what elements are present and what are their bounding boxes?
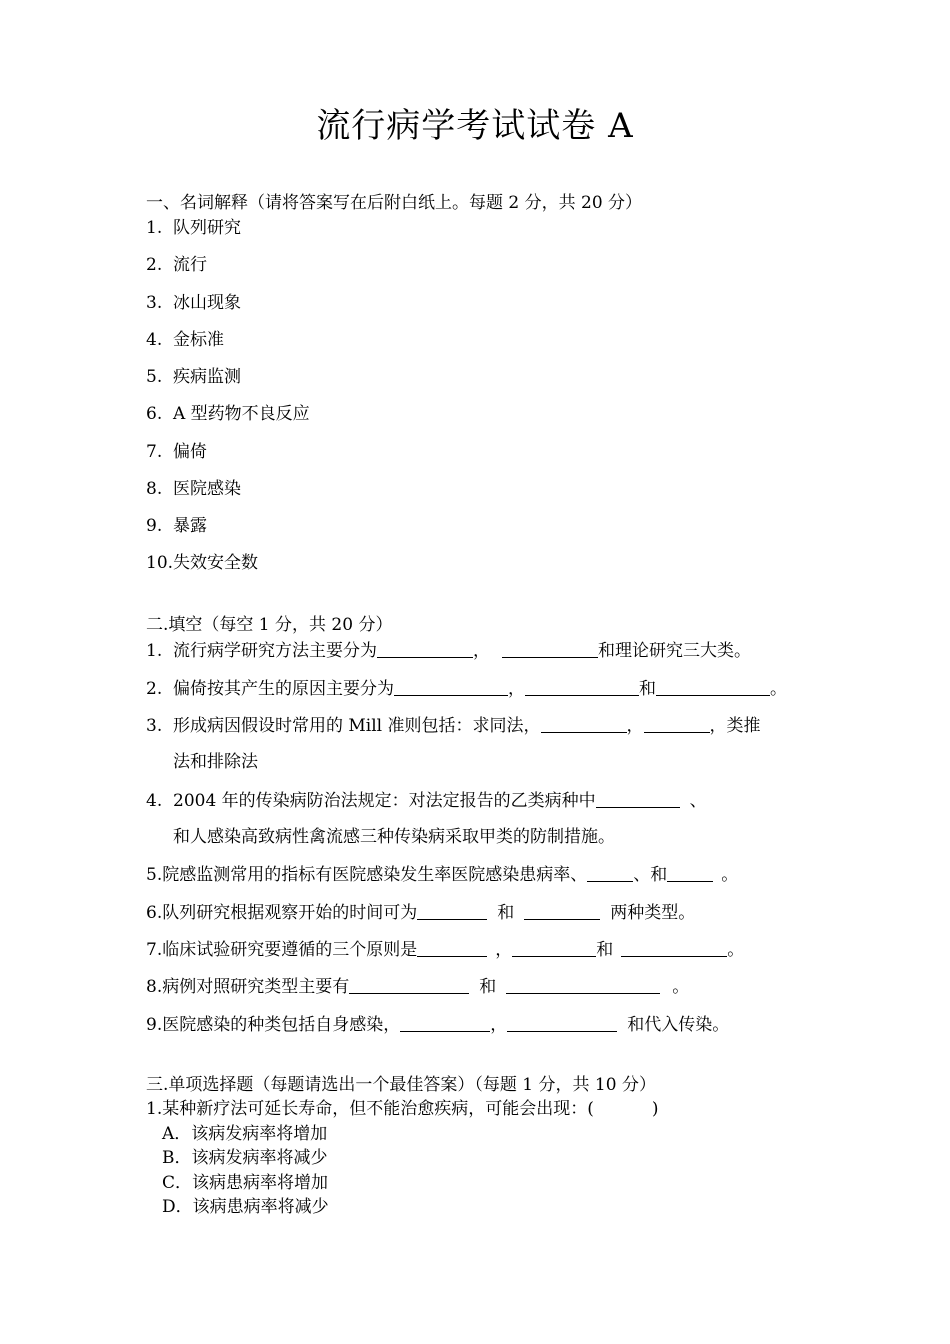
answer-blank[interactable] [377, 639, 473, 658]
answer-blank[interactable] [502, 639, 598, 658]
page-title: 流行病学考试试卷 A [316, 106, 634, 146]
list-item: 1. 队列研究 [146, 218, 241, 238]
list-item: 5. 疾病监测 [146, 367, 241, 387]
list-item: 2. 流行 [146, 255, 207, 275]
answer-blank[interactable] [587, 863, 633, 882]
answer-blank[interactable] [596, 789, 680, 808]
section2-heading: 二.填空（每空 1 分，共 20 分） [146, 615, 393, 635]
answer-blank[interactable] [541, 714, 627, 733]
answer-blank[interactable] [524, 901, 600, 920]
answer-blank[interactable] [512, 938, 596, 957]
answer-blank[interactable] [507, 1013, 617, 1032]
fill-question-3-continued: 法和排除法 [173, 752, 258, 772]
list-item: 4. 金标准 [146, 330, 224, 350]
answer-blank[interactable] [349, 975, 469, 994]
answer-blank[interactable] [644, 714, 710, 733]
list-item: 6. A 型药物不良反应 [146, 404, 310, 424]
section3-heading: 三.单项选择题（每题请选出一个最佳答案）（每题 1 分，共 10 分） [146, 1075, 656, 1095]
answer-blank[interactable] [667, 863, 713, 882]
section1-heading: 一、名词解释（请将答案写在后附白纸上。每题 2 分，共 20 分） [146, 193, 643, 213]
list-item: 3. 冰山现象 [146, 293, 241, 313]
list-item: 7. 偏倚 [146, 442, 207, 462]
list-item: 8. 医院感染 [146, 479, 241, 499]
fill-question-6: 6.队列研究根据观察开始的时间可为 和 两种类型。 [146, 903, 696, 923]
answer-blank[interactable] [506, 975, 660, 994]
fill-question-4: 4. 2004 年的传染病防治法规定：对法定报告的乙类病种中 、 [146, 791, 707, 811]
fill-question-7: 7.临床试验研究要遵循的三个原则是 ， 和 。 [146, 940, 745, 960]
fill-question-1: 1. 流行病学研究方法主要分为 ， 和理论研究三大类。 [146, 641, 751, 661]
answer-blank[interactable] [417, 938, 487, 957]
list-item: 9. 暴露 [146, 516, 207, 536]
answer-blank[interactable] [417, 901, 487, 920]
choice-option-d[interactable]: D．该病患病率将减少 [162, 1197, 329, 1217]
list-item: 10.失效安全数 [146, 553, 259, 573]
choice-option-b[interactable]: B．该病发病率将减少 [162, 1148, 328, 1168]
fill-question-3: 3. 形成病因假设时常用的 Mill 准则包括：求同法， ， ，类推 [146, 716, 761, 736]
fill-question-4-continued: 和人感染高致病性禽流感三种传染病采取甲类的防制措施。 [173, 827, 615, 847]
answer-blank[interactable] [394, 677, 508, 696]
answer-blank[interactable] [621, 938, 727, 957]
answer-blank[interactable] [525, 677, 639, 696]
choice-option-c[interactable]: C．该病患病率将增加 [162, 1173, 329, 1193]
choice-option-a[interactable]: A．该病发病率将增加 [162, 1124, 328, 1144]
answer-blank[interactable] [656, 677, 770, 696]
answer-blank[interactable] [400, 1013, 490, 1032]
choice-question-1: 1.某种新疗法可延长寿命，但不能治愈疾病，可能会出现：( ) [146, 1099, 659, 1119]
fill-question-2: 2. 偏倚按其产生的原因主要分为 ， 和 。 [146, 679, 787, 699]
fill-question-5: 5.院感监测常用的指标有医院感染发生率医院感染患病率、 、和 。 [146, 865, 739, 885]
fill-question-8: 8.病例对照研究类型主要有 和 。 [146, 977, 690, 997]
fill-question-9: 9.医院感染的种类包括自身感染， ， 和代入传染。 [146, 1015, 730, 1035]
